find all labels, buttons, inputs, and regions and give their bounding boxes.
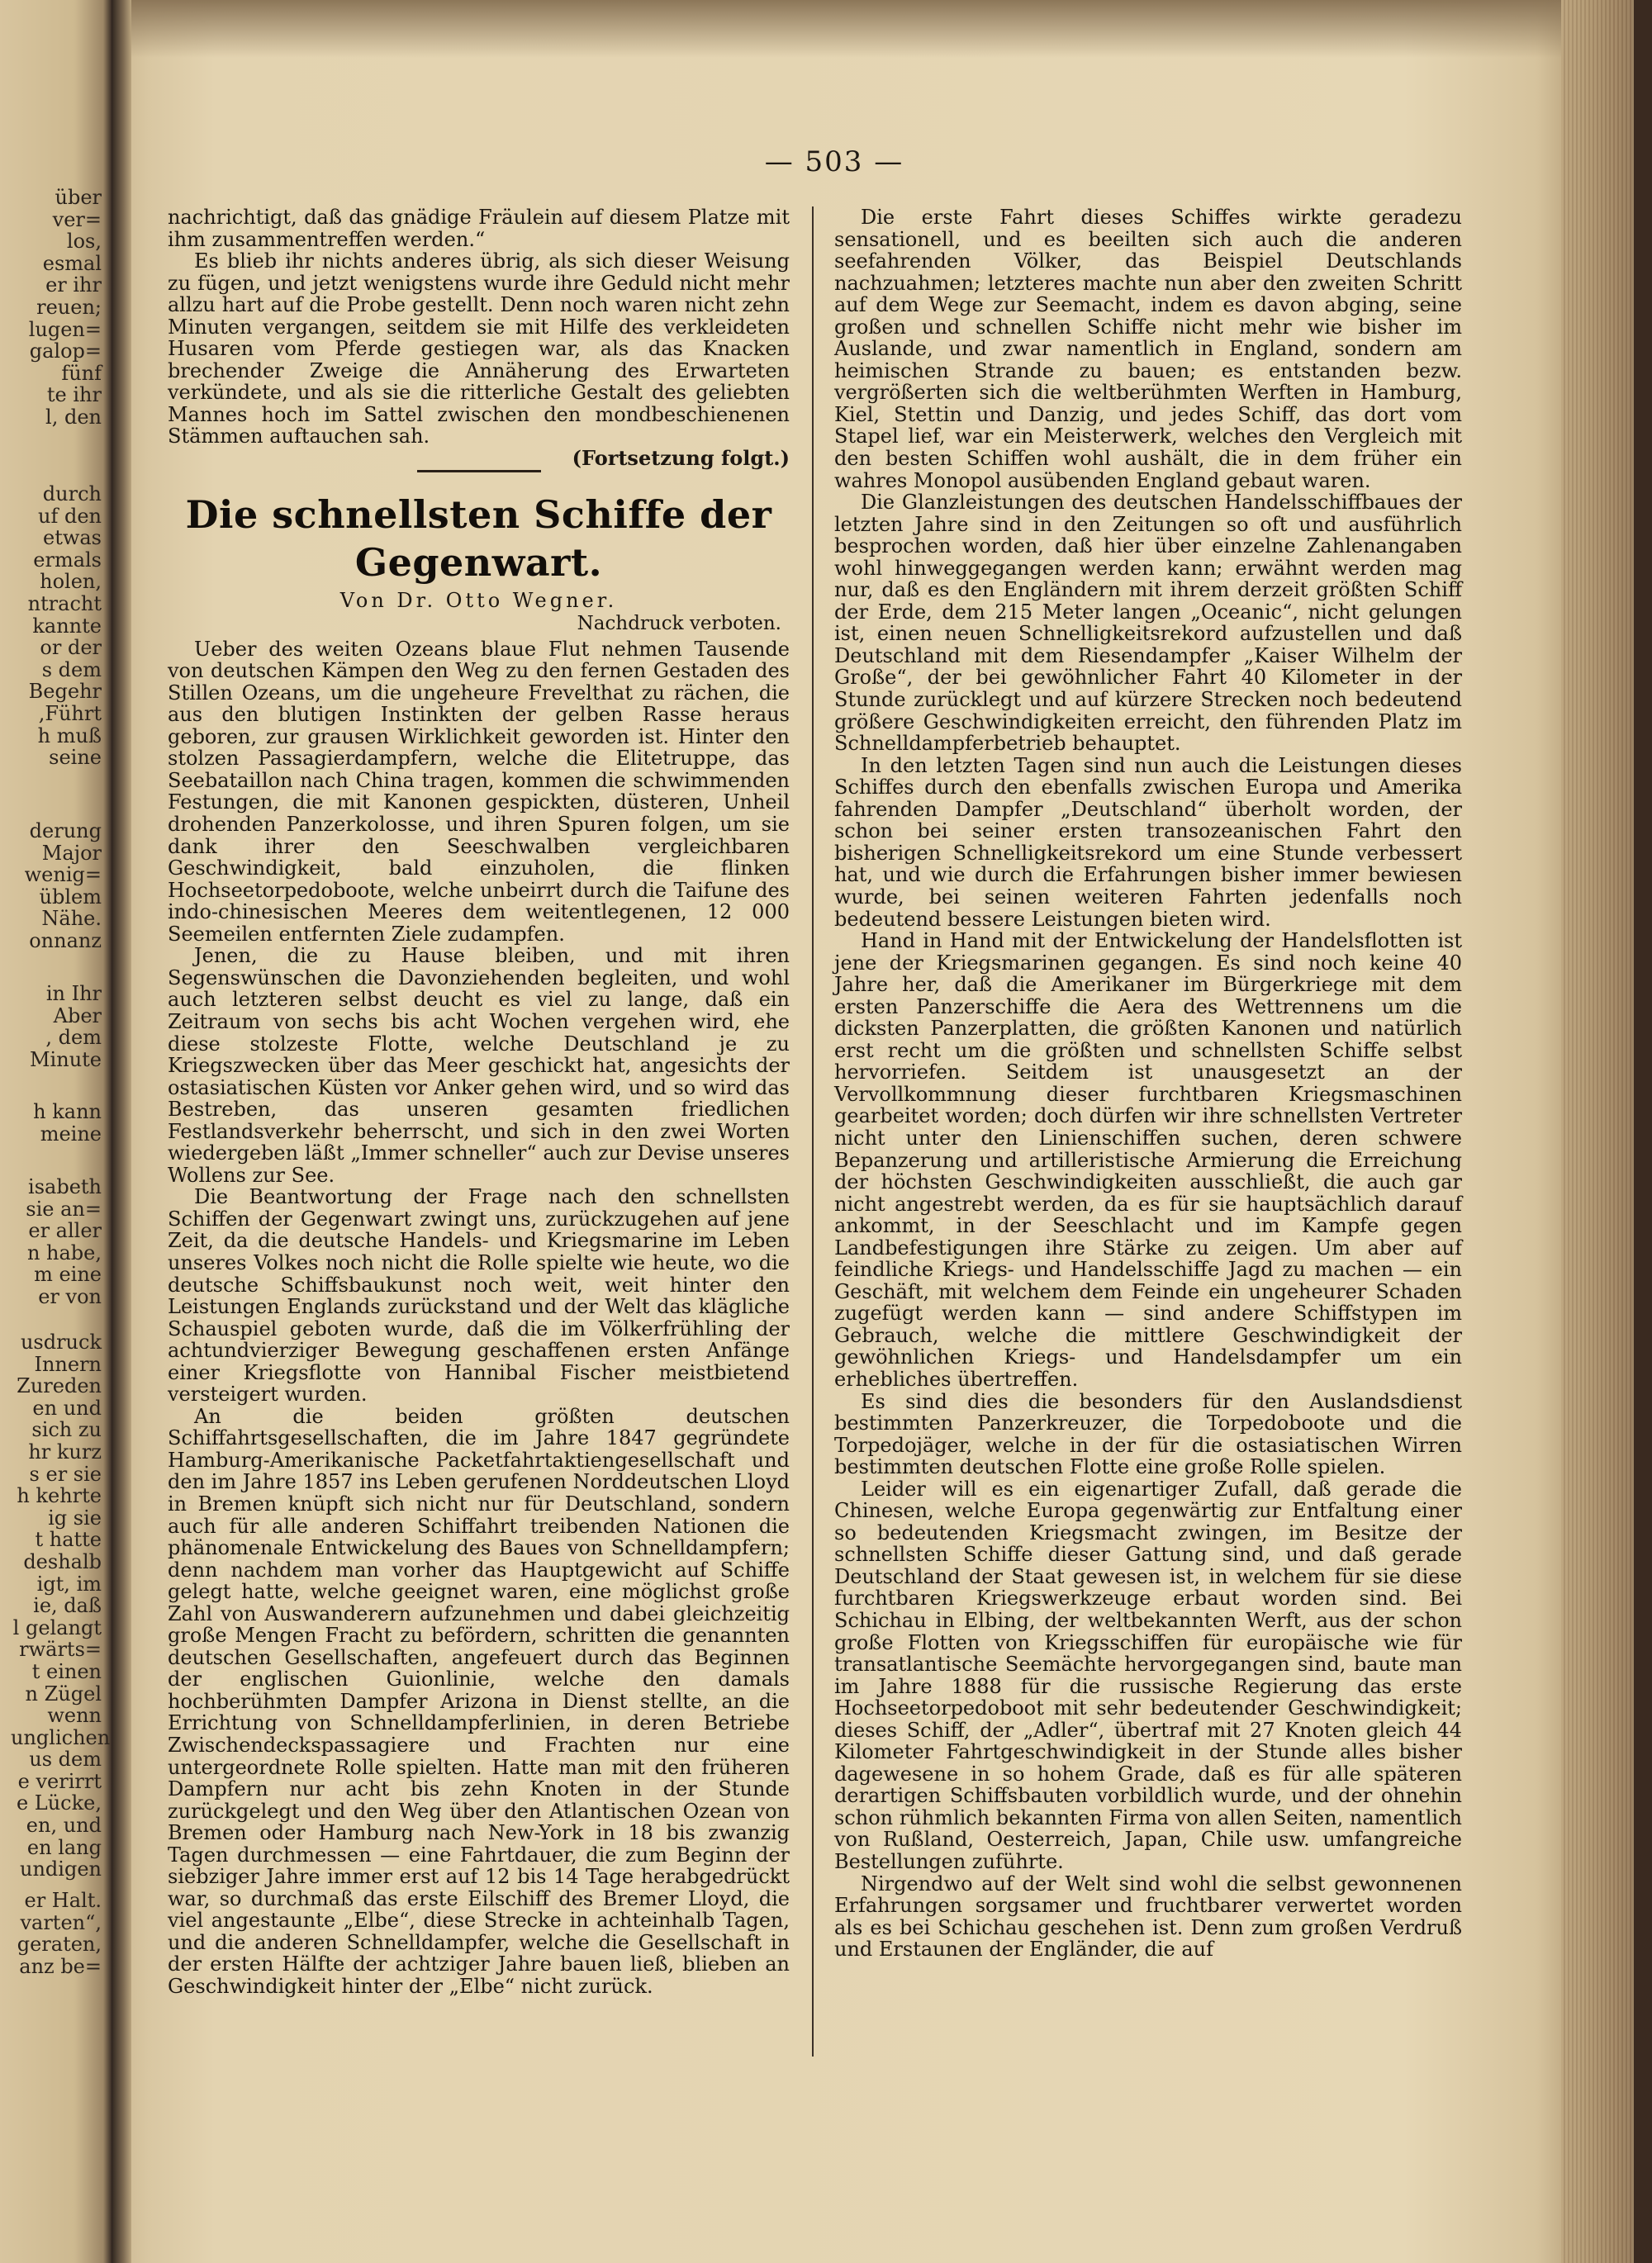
prev-article-paragraph: nachrichtigt, daß das gnädige Fräulein auf diesem Platze mit ihm zusammentreffen werden.“ — [168, 206, 790, 251]
left-page-fragment: er Halt. varten“, geraten, anz be= — [17, 1889, 102, 1978]
article-paragraph: Hand in Hand mit der Entwickelung der Handelsflotten ist jene der Kriegsmarinen gegangen. Es sind noch keine 40 Jahre her, daß die Amerikaner im Bürgerkriege mit dem ersten Panzerschiffe die Aera des Wettrennens um die dicksten Panzerplatten, die größten Kanonen und natürlich erst recht um die größten und schnellsten Schiffe selbst hervorriefen. Seitdem ist unausgesetzt an der Vervollkommnung dieser furchtbaren Kriegsmaschinen gearbeitet worden; doch dürfen wir ihre schnellsten Vertreter nicht unter den Linienschiffen suchen, deren schwere Bepanzerung und artilleristische Armierung die Erreichung der höchsten Geschwindigkeiten ausschließt, die auch gar nicht angestrebt werden, da es für sie hauptsächlich darauf ankommt, in der Seeschlacht und im Kampfe gegen Landbefestigungen ihre Stärke zu zeigen. Um aber auf feindliche Kriegs- und Handelsschiffe Jagd zu machen — ein Geschäft, mit welchem dem Feinde ein ungeheurer Schaden zugefügt werden kann — sind andere Schiffstypen im Gebrauch, welche die mittlere Geschwindigkeit der gewöhnlichen Kriegs- und Handelsdampfer um ein erhebliches übertreffen. — [834, 929, 1462, 1391]
article-separator — [417, 470, 541, 472]
left-page-fragment: h kann meine — [33, 1100, 102, 1146]
left-page-fragment: isabeth sie an= er aller n habe, m eine er von — [26, 1175, 102, 1308]
article-paragraph: An die beiden größten deutschen Schiffahrtsgesellschaften, die im Jahre 1847 gegründete Hamburg-Amerikanische Packetfahrtaktiengesellschaft und den im Jahre 1857 ins Leben gerufenen Norddeutschen Lloyd in Bremen knüpft sich nicht nur für Deutschland, sondern auch für alle anderen Schiffahrt treibenden Nationen die phänomenale Entwickelung des Baues von Schnelldampfern; denn nachdem man vorher das Hauptgewicht auf Schiffe gelegt hatte, welche geeignet waren, eine möglichst große Zahl von Auswanderern aufzunehmen und dabei gleichzeitig große Mengen Fracht zu befördern, schritten die genannten deutschen Gesellschaften, angefeuert durch das Beginnen der englischen Guionlinie, welche den damals hochberühmten Dampfer Arizona in Dienst stellte, an die Errichtung von Schnelldampferlinien, in deren Betriebe Zwischendeckspassagiere und Frachten nur eine untergeordnete Rolle spielten. Hatte man mit den früheren Dampfern nur acht bis zehn Knoten in der Stunde zurückgelegt und den Weg über den Atlantischen Ozean von Bremen oder Hamburg nach New-York in 18 bis zwanzig Tagen durchmessen — eine Fahrtdauer, die zum Beginn der siebziger Jahre immer erst auf 12 bis 14 Tage herabgedrückt war, so durchmaß das erste Eilschiff des Bremer Lloyd, die viel angestaunte „Elbe“, diese Strecke in achteinhalb Tagen, und die anderen Schnelldampfer, welche die Gesellschaft in der ersten Hälfte der achtziger Jahre bauen ließ, blieben an Geschwindigkeit hinter der „Elbe“ nicht zurück. — [168, 1404, 790, 1999]
article-paragraph: Es sind dies die besonders für den Auslandsdienst bestimmten Panzerkreuzer, die Torpedoboote und die Torpedojäger, welche in der für die ostasiatischen Wirren bestimmten deutschen Flotte eine große Rolle spielen. — [834, 1389, 1462, 1479]
left-page-fragment: in Ihr Aber , dem Minute — [29, 982, 102, 1071]
book-gutter — [112, 0, 131, 2263]
column-right — [834, 206, 1462, 1961]
article-title: Die schnellsten Schiffe der Gegenwart. — [185, 491, 772, 585]
article-paragraph: Die Beantwortung der Frage nach den schnellsten Schiffen der Gegenwart zwingt uns, zurückzugehen auf jene Zeit, da die deutsche Handels- und Kriegsmarine im Leben unseres Volkes noch nicht die Rolle spielte wie heute, wo die deutsche Schiffsbaukunst noch weit, weit hinter den Leistungen Englands zurückstand und der Welt das klägliche Schauspiel geboten wurde, daß die im Völkerfrühling der achtundvierziger Bewegung geschaffenen ersten Anfänge einer Kriegsflotte von Hannibal Fischer meistbietend versteigert wurden. — [168, 1185, 790, 1407]
left-page-fragment: über ver= los, esmal er ihr reuen; lugen= galop= fünf te ihr l, den — [28, 186, 102, 429]
article-paragraph: In den letzten Tagen sind nun auch die Leistungen dieses Schiffes durch den ebenfalls zwischen Europa und Amerika fahrenden Dampfer „Deutschland“ überholt worden, der schon bei seiner ersten transozeanischen Fahrt den bisherigen Schnelligkeitsrekord um eine Stunde verbessert hat, und wie durch die Erfahrungen bisher immer bewiesen wurde, bei seinen weiteren Fahrten jedenfalls noch bedeutend bessere Leistungen bieten wird. — [834, 753, 1462, 931]
prev-article-paragraph: Es blieb ihr nichts anderes übrig, als sich dieser Weisung zu fügen, und jetzt wenigstens wurde ihre Geduld nicht mehr allzu hart auf die Probe gestellt. Denn noch waren nicht zehn Minuten vergangen, seitdem sie mit Hilfe des verkleideten Husaren vom Pferde gestiegen war, als das Knacken brechender Zweige die Annäherung des Erwarteten verkündete, und als sie die ritterliche Gestalt des geliebten Mannes hoch im Sattel zwischen den mondbeschienenen Stämmen auftauchen sah. — [168, 249, 790, 448]
article-paragraph: Ueber des weiten Ozeans blaue Flut nehmen Tausende von deutschen Kämpen den Weg zu den fernen Gestaden des Stillen Ozeans, um die ungeheure Frevelthat zu rächen, die aus den blutigen Instinkten der gelben Rasse heraus geboren, zur grausen Wirklichkeit geworden ist. Hinter den stolzen Passagierdampfern, welche die Elitetruppe, das Seebataillon nach China tragen, kommen die schwimmenden Festungen, die mit Kanonen gespickten, düsteren, Unheil drohenden Panzerkolosse, und ihren Spuren folgen, um sie dank ihrer den Seeschwalben vergleichbaren Geschwindigkeit, bald einzuholen, die flinken Hochseetorpedoboote, welche unbeirrt durch die Taifune des indo-chinesischen Meeres dem weitentlegenen, 12 000 Seemeilen entfernten Ziele zudampfen. — [168, 637, 790, 946]
continuation-note: (Fortsetzung folgt.) — [572, 446, 790, 471]
article-paragraph: Leider will es ein eigenartiger Zufall, daß gerade die Chinesen, welche Europa gegenwärtig zur Entfaltung einer so bedeutenden Kriegsmacht zwingen, im Besitze der schnellsten Schiffe dieser Gattung sind, und daß gerade Deutschland der Staat gewesen ist, in welchem für sie diese furchtbaren Kriegswerkzeuge erbaut worden sind. Bei Schichau in Elbing, der weltbekannten Werft, aus der schon große Flotten von Kriegsschiffen für europäische wie für transatlantische Seemächte hervorgegangen sind, baute man im Jahre 1888 für die russische Regierung das erste Hochseetorpedoboot mit sehr bedeutender Geschwindigkeit; dieses Schiff, der „Adler“, übertraf mit 27 Knoten gleich 44 Kilometer Fahrtgeschwindigkeit in der Stunde alles bisher dagewesene in so hohem Grade, daß es für alle späteren derartigen Schiffsbauten vorbildlich wurde, und der ohnehin schon rühmlich bekannten Firma von allen Seiten, namentlich von Rußland, Oesterreich, Japan, Chile usw. umfangreiche Bestellungen zuführte. — [834, 1477, 1462, 1874]
reprint-notice: Nachdruck verboten. — [577, 613, 781, 635]
article-byline: Von Dr. Otto Wegner. — [339, 588, 618, 612]
left-page-edge — [0, 0, 112, 2263]
page-number: — 503 — — [764, 145, 904, 178]
left-page-fragment: usdruck Innern Zureden en und sich zu hr kurz s er sie h kehrte ig sie t hatte deshalb igt, im ie, daß l gelangt rwärts= t einen n Zügel wenn unglichen us dem e verirrt e Lücke, en, und en lang undigen — [11, 1331, 111, 1881]
column-left — [168, 206, 790, 1998]
page-top-shadow — [131, 0, 1561, 58]
article-paragraph: Jenen, die zu Hause bleiben, und mit ihren Segenswünschen die Davonziehenden begleiten, und wohl auch letzteren selbst deucht es viel zu lange, daß ein Zeitraum von sechs bis acht Wochen vergehen wird, ehe diese stolzeste Flotte, welche Deutschland je zu Kriegszwecken über das Meer geschickt hat, angesichts der ostasiatischen Küsten vor Anker gehen wird, und so wird das Bestreben, das unseren gesamten friedlichen Festlandsverkehr beherrscht, und sich in den zwei Worten wiedergeben läßt „Immer schneller“ auch zur Devise unseres Wollens zur See. — [168, 944, 790, 1187]
article-paragraph: Die Glanzleistungen des deutschen Handelsschiffbaues der letzten Jahre sind in den Zeitungen so oft und ausführlich besprochen worden, daß hier über einzelne Zahlenangaben wohl hinweggegangen werden kann; erwähnt werden mag nur, daß es den Engländern mit ihrem derzeit größten Schiff der Erde, dem 215 Meter langen „Oceanic“, nicht gelungen ist, einen neuen Schnelligkeitsrekord aufzustellen und daß Deutschland mit dem Riesendampfer „Kaiser Wilhelm der Große“, der bei gewöhnlicher Fahrt 40 Kilometer in der Stunde zurücklegt und auf kürzere Strecken noch bedeutend größere Geschwindigkeiten erreicht, den führenden Platz im Schnelldampferbetrieb behauptet. — [834, 491, 1462, 756]
article-paragraph: Nirgendwo auf der Welt sind wohl die selbst gewonnenen Erfahrungen sorgsamer und fruchtbarer verwertet worden als es bei Schichau geschehen ist. Denn zum großen Verdruß und Erstaunen der Engländer, die auf — [834, 1872, 1462, 1962]
column-rule — [812, 206, 814, 2057]
article-paragraph: Die erste Fahrt dieses Schiffes wirkte geradezu sensationell, und es beeilten sich auch die anderen seefahrenden Völker, das Beispiel Deutschlands nachzuahmen; letzteres machte nun aber den zweiten Schritt auf dem Wege zur Seemacht, indem es davon abging, seine großen und schnellen Schiffe nicht mehr wie bisher im Auslande, und zwar namentlich in England, sondern am heimischen Strande zu bauen; es entstanden bezw. vergrößerten sich die weltberühmten Werften in Hamburg, Kiel, Stettin und Danzig, und jedes Schiff, das dort vom Stapel lief, war ein Meisterwerk, welches den Vergleich mit den besten Schiffen wohl aushält, die in dem früher ein wahres Monopol ausübenden England gebaut waren. — [834, 206, 1462, 492]
book-cover-edge — [1634, 0, 1652, 2263]
left-page-fragment: derung Major wenig= üblem Nähe. onnanz — [24, 819, 102, 952]
left-page-fragment: durch uf den etwas ermals holen, ntracht kannte or der s dem Begehr ,Führt h muß seine — [27, 482, 102, 770]
